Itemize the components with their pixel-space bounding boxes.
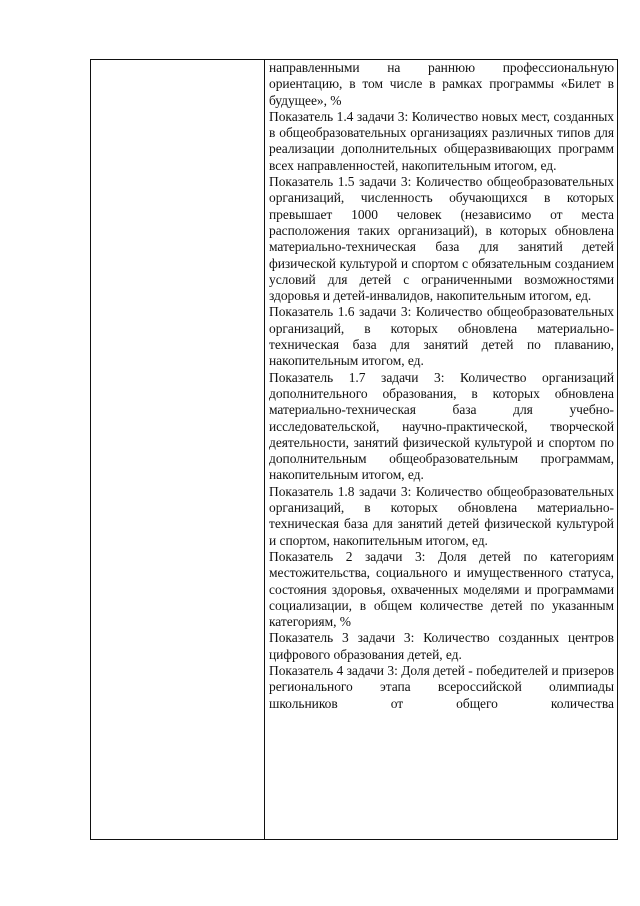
indicator-1-6: Показатель 1.6 задачи 3: Количество общеобразовательных организаций, в которых обновлена материально-техническая база для занятий детей по плаванию, накопительным итогом, ед. — [269, 304, 614, 369]
indicator-4: Показатель 4 задачи 3: Доля детей - победителей и призеров регионального этапа всероссийской олимпиады школьников от общего количества — [269, 662, 614, 711]
right-cell — [265, 60, 618, 840]
indicator-2: Показатель 2 задачи 3: Доля детей по категориям местожительства, социального и имущественного статуса, состояния здоровья, охваченных моделями и программами социализации, в общем количестве детей по указанным категориям, % — [269, 548, 614, 630]
paragraph-continued: направленными на раннюю профессиональную ориентацию, в том числе в рамках программы «Билет в будущее», % — [269, 60, 614, 108]
indicator-1-7: Показатель 1.7 задачи 3: Количество организаций дополнительного образования, в которых обновлена материально-техническая база для учебно-исследовательской, научно-практической, творческой деятельности, занятий физической культурой и спортом по дополнительным общеобразовательным программам, накопительным итогом, ед. — [269, 369, 614, 483]
left-cell — [91, 60, 265, 840]
table-row — [91, 60, 618, 840]
indicator-1-8: Показатель 1.8 задачи 3: Количество общеобразовательных организаций, в которых обновлена материально-техническая база для занятий детей физической культурой и спортом, накопительным итогом, ед. — [269, 483, 614, 548]
document-table — [90, 59, 618, 840]
indicator-1-5: Показатель 1.5 задачи 3: Количество общеобразовательных организаций, численность обучающихся в которых превышает 1000 человек (независимо от места расположения таких организаций), в которых обновлена материально-техническая база для занятий детей физической культурой и спортом с обязательным созданием условий для детей с ограниченными возможностями здоровья и детей-инвалидов, накопительным итогом, ед. — [269, 174, 614, 304]
indicator-list — [265, 60, 617, 712]
indicator-3: Показатель 3 задачи 3: Количество созданных центров цифрового образования детей, ед. — [269, 630, 614, 662]
indicator-1-4: Показатель 1.4 задачи 3: Количество новых мест, созданных в общеобразовательных организациях различных типов для реализации дополнительных общеразвивающих программ всех направленностей, накопительным итогом, ед. — [269, 108, 614, 173]
